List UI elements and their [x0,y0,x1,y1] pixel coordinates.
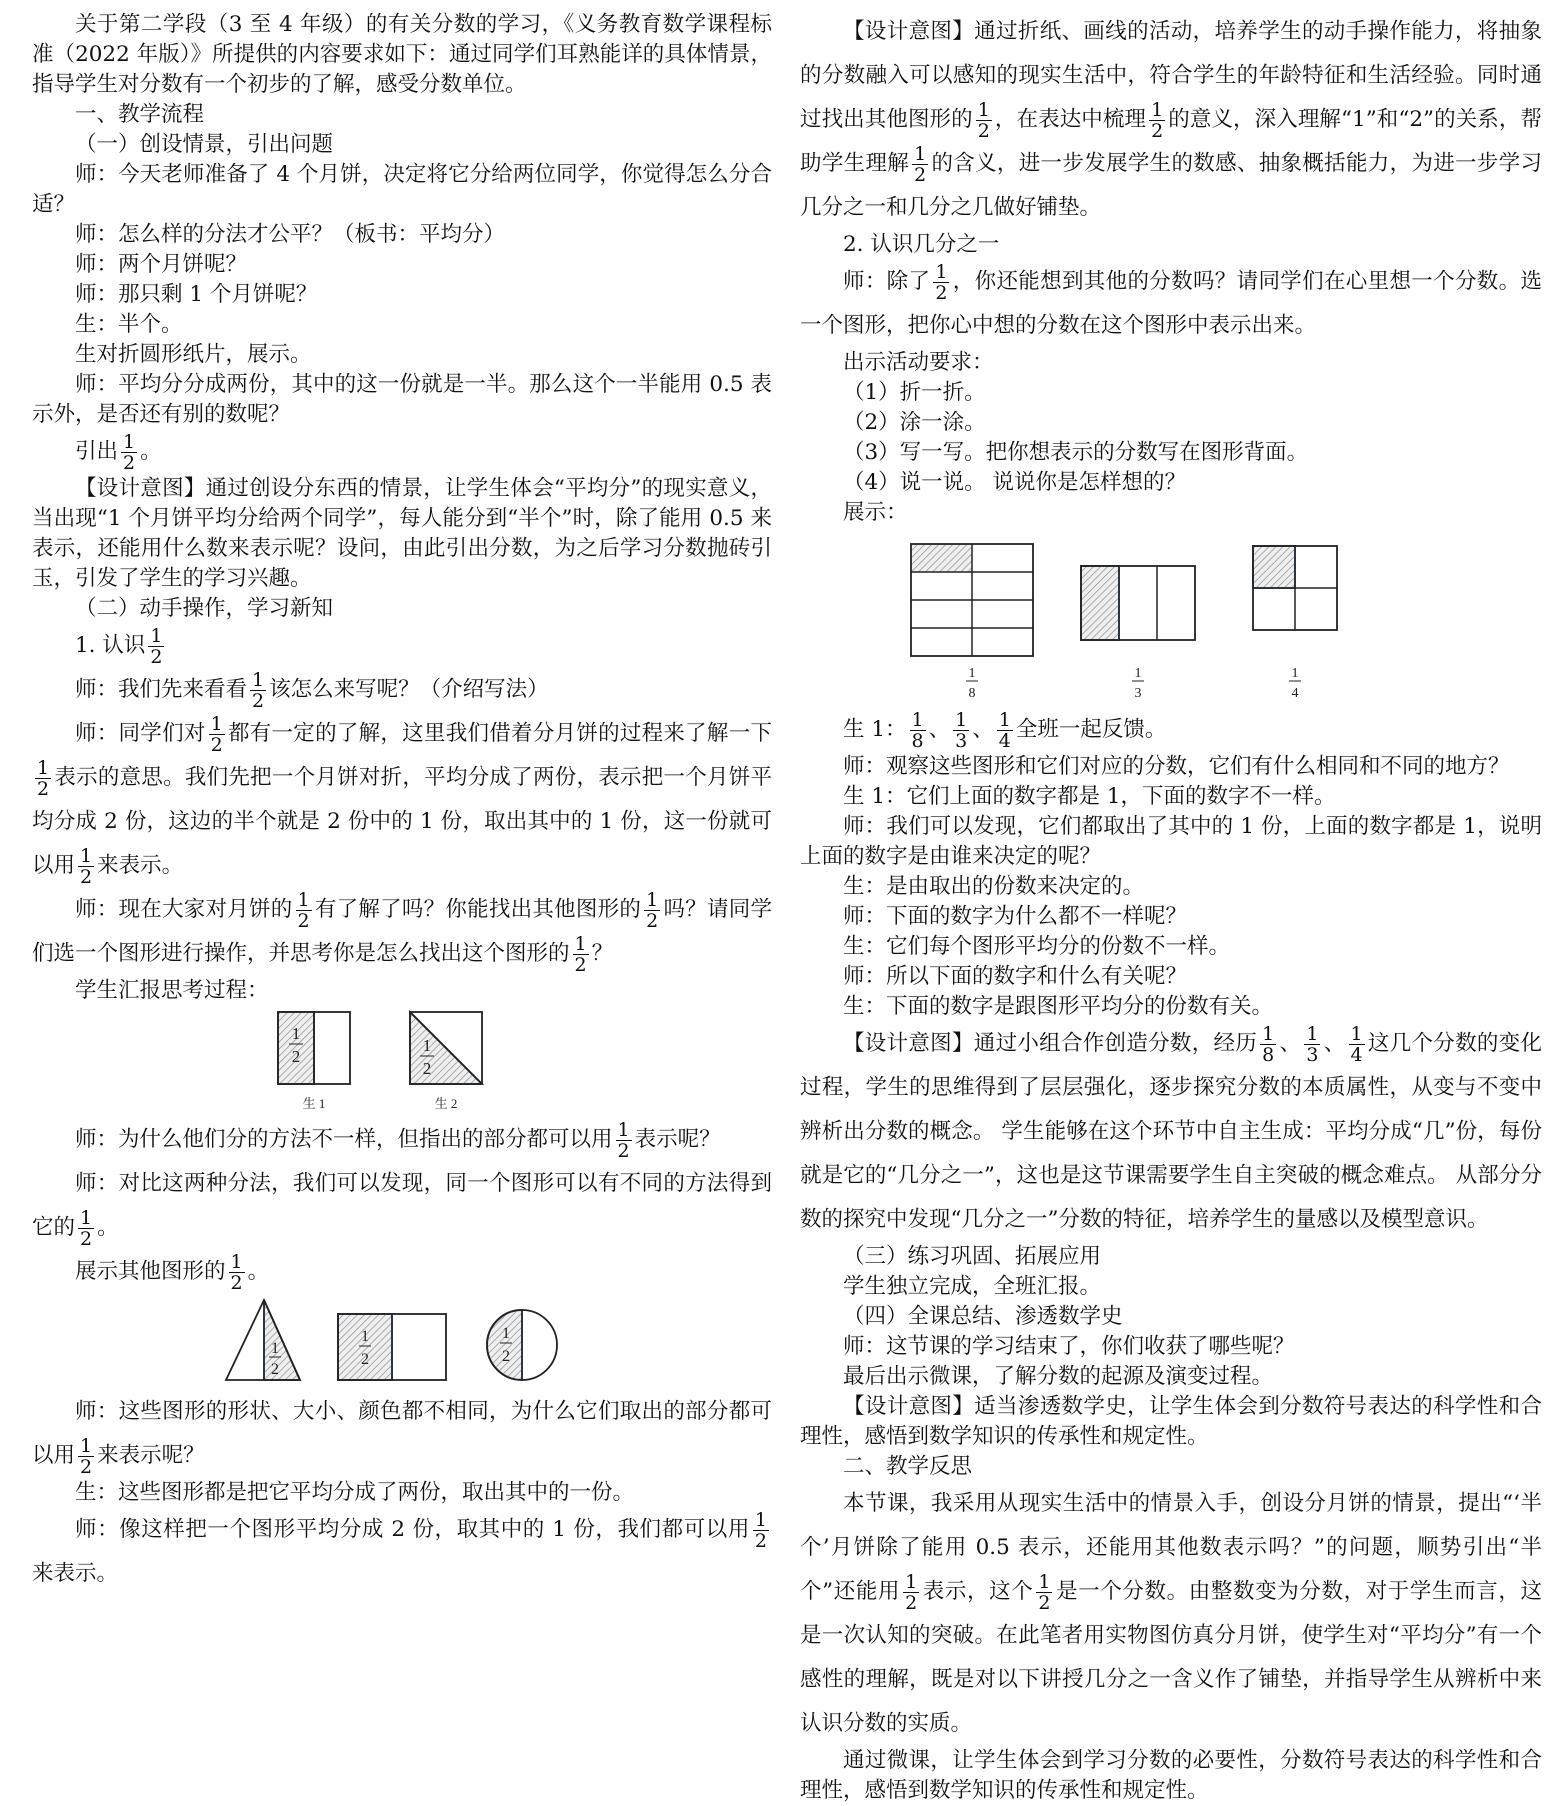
dialogue-line: 师：怎么样的分法才公平？（板书：平均分） [75,222,506,247]
circle-half [487,1310,557,1380]
dialogue-line: 师：那只剩 1 个月饼呢？ [75,282,318,307]
svg-text:2: 2 [502,1348,510,1365]
dialogue-line: 师：像这样把一个图形平均分成 2 份，取其中的 1 份，我们都可以用 $\frac{1}{2}$ 来表示。 [32,1508,767,1586]
fraction: $\frac{1}{2}$ [230,1250,243,1294]
dialogue-line: 师：两个月饼呢？ [75,252,248,277]
design-intent: 【设计意图】通过折纸、画线的活动，培养学生的动手操作能力，将抽象的分数融入可以感知的现实生活中，符合学生的年龄特征和生活经验。同时通过找出其他图形的 $\frac{1}{2}$ ，在表达中梳理 $\frac{1}{2}$ 的意义，深入理解“1”和“2”的关系，帮助学生理解 $\frac{1}{2}$ 的含义，进一步发展学生的数感、抽象概括能力，为进一步学习几分之一和几分之几做好铺垫。 [800,19,1542,220]
fraction: $\frac{1}{2}$ [297,888,310,932]
fraction: $\frac{1}{4}$ [998,708,1011,752]
svg-text:1: 1 [361,1328,369,1345]
subsection-heading: （三）练习巩固、拓展应用 [843,1244,1102,1269]
fraction-denominator: 2 [422,1059,432,1078]
dialogue-line: 生对折圆形纸片，展示。 [75,342,312,367]
dialogue-line: 生：下面的数字是跟图形平均分的份数有关。 [843,994,1274,1019]
activity-step: （4）说一说。 说说你是怎样想的？ [843,470,1187,495]
fraction: $\frac{1}{2}$ [935,260,948,304]
fraction: $\frac{1}{2}$ [914,142,927,186]
svg-text:2: 2 [271,1361,279,1378]
svg-text:1: 1 [968,666,976,681]
svg-text:3: 3 [1134,686,1142,701]
fraction: $\frac{1}{4}$ [1350,1022,1363,1066]
dialogue-line: 展示： [843,500,908,525]
half-shapes-figure [222,1294,582,1390]
dialogue-line: 师：观察这些图形和它们对应的分数，它们有什么相同和不同的地方？ [843,754,1510,779]
fraction: $\frac{1}{2}$ [617,1118,630,1162]
dialogue-line: 师：这些图形的形状、大小、颜色都不相同，为什么它们取出的部分都可以用 $\frac{1}{2}$ 来表示呢？ [32,1399,772,1478]
design-intent: 【设计意图】适当渗透数学史，让学生体会到分数符号表达的科学性和合理性，感悟到数学知识的传承性和规定性。 [800,1394,1542,1449]
fraction: $\frac{1}{2}$ [252,668,265,712]
fraction: $\frac{1}{2}$ [754,1508,767,1552]
dialogue-line: 师：现在大家对月饼的 $\frac{1}{2}$ 有了解了吗？你能找出其他图形的 $\frac{1}{2}$ 吗？请同学们选一个图形进行操作，并思考你是怎么找出这个图形的 $\frac{1}{2}$ ？ [32,888,772,976]
fraction: $\frac{1}{2}$ [123,430,136,474]
fraction-denominator: 2 [291,1047,301,1066]
dialogue-line: 展示其他图形的 $\frac{1}{2}$ 。 [75,1250,270,1294]
fraction: $\frac{1}{8}$ [911,708,924,752]
fraction: $\frac{1}{2}$ [210,712,223,756]
fraction: $\frac{1}{2}$ [150,624,163,668]
student1-rectangle [278,1012,350,1084]
fraction: $\frac{1}{2}$ [1038,1570,1051,1614]
design-intent: 【设计意图】通过创设分东西的情景，让学生体会“平均分”的现实意义，当出现“1 个月饼平均分给两个同学”，每人能分到“半个”时，除了能用 0.5 来表示，还能用什么数来表示呢？设问，由此引出分数，为之后学习分数抛砖引玉，引发了学生的学习兴趣。 [32,476,772,591]
dialogue-line: 师：我们可以发现，它们都取出了其中的 1 份，上面的数字都是 1，说明上面的数字是由谁来决定的呢？ [800,814,1542,869]
dialogue-line: 生：是由取出的份数来决定的。 [843,874,1145,899]
dialogue-line: 生：半个。 [75,312,183,337]
reflection-paragraph: 通过微课，让学生体会到学习分数的必要性，分数符号表达的科学性和合理性，感悟到数学知识的传承性和规定性。 [800,1748,1542,1803]
dialogue-line: 最后出示微课，了解分数的起源及演变过程。 [843,1364,1274,1389]
svg-text:1: 1 [271,1340,279,1357]
section-heading: 二、教学反思 [843,1454,973,1479]
fraction: $\frac{1}{2}$ [905,1570,918,1614]
point-heading: 1. 认识 $\frac{1}{2}$ [75,624,163,668]
section-heading: 一、教学流程 [75,102,205,127]
activity-step: （3）写一写。把你想表示的分数写在图形背面。 [843,440,1309,465]
svg-text:1: 1 [502,1325,510,1342]
dialogue-line: 师：为什么他们分的方法不一样，但指出的部分都可以用 $\frac{1}{2}$ 表示呢？ [75,1118,721,1162]
left-column [32,10,772,1596]
fraction: $\frac{1}{2}$ [1151,98,1164,142]
dialogue-line: 学生汇报思考过程： [75,978,269,1003]
svg-text:1: 1 [1134,666,1142,681]
rectangle-half [338,1314,446,1380]
dialogue-line: 引出 $\frac{1}{2}$ 。 [75,430,162,474]
fraction: $\frac{1}{2}$ [80,1434,93,1478]
fraction: $\frac{1}{2}$ [80,844,93,888]
figure-caption: 生 1 [302,1096,326,1111]
design-intent: 【设计意图】通过小组合作创造分数，经历 $\frac{1}{8}$ 、 $\frac{1}{3}$ 、 $\frac{1}{4}$ 这几个分数的变化过程，学生的思维得到了层层强化，逐步探究分数的本质属性，从变与不变中辨析出分数的概念。 学生能够在这个环节中自主生成：平均分成“几”份，每份就是它的“几分之一”，这也是这节课需要学生自主突破的概念难点。 从部分分数的探究中发现“几分之一”分数的特征，培养学生的量感以及模型意识。 [800,1022,1542,1232]
right-column [800,10,1542,1806]
dialogue-line: 师：这节课的学习结束了，你们收获了哪些呢？ [843,1334,1295,1359]
dialogue-line: 生 1： $\frac{1}{8}$ 、 $\frac{1}{3}$ 、 $\frac{1}{4}$ 全班一起反馈。 [843,708,1167,752]
dialogue-line: 出示活动要求： [843,350,994,375]
svg-text:4: 4 [1291,686,1299,701]
dialogue-line: 师：下面的数字为什么都不一样呢？ [843,904,1188,929]
subsection-heading: （四）全课总结、渗透数学史 [843,1304,1123,1329]
dialogue-line: 生：它们每个图形平均分的份数不一样。 [843,934,1231,959]
fraction: $\frac{1}{2}$ [574,932,587,976]
svg-text:8: 8 [968,686,976,701]
student-figures [272,1006,532,1118]
activity-step: （1）折一折。 [843,380,986,405]
fraction: $\frac{1}{2}$ [80,1206,93,1250]
dialogue-line: 师：除了 $\frac{1}{2}$ ，你还能想到其他的分数吗？请同学们在心里想一个分数。选一个图形，把你心中想的分数在这个图形中表示出来。 [800,260,1542,338]
svg-text:2: 2 [361,1351,369,1368]
dialogue-line: 学生独立完成，全班汇报。 [843,1274,1102,1299]
dialogue-line: 师：平均分分成两份，其中的这一份就是一半。那么这个一半能用 0.5 表示外，是否还有别的数呢？ [32,372,772,427]
subsection-heading: （二）动手操作，学习新知 [75,596,334,621]
fraction: $\frac{1}{2}$ [646,888,659,932]
dialogue-line: 师：我们先来看看 $\frac{1}{2}$ 该怎么来写呢？（介绍写法） [75,668,549,712]
fraction-numerator: 1 [291,1024,301,1043]
dialogue-line: 师：对比这两种分法，我们可以发现，同一个图形可以有不同的方法得到它的 $\frac{1}{2}$ 。 [32,1171,772,1250]
student2-square [410,1012,482,1084]
activity-step: （2）涂一涂。 [843,410,986,435]
intro-paragraph: 关于第二学段（3 至 4 年级）的有关分数的学习，《义务教育数学课程标准（2022 年版）》所提供的内容要求如下：通过同学们耳熟能详的具体情景，指导学生对分数有一个初步的了解，感受分数单位。 [32,12,772,97]
point-heading: 2. 认识几分之一 [843,232,1000,257]
dialogue-line: 师：所以下面的数字和什么有关呢？ [843,964,1188,989]
fraction-numerator: 1 [422,1036,432,1055]
dialogue-line: 生：这些图形都是把它平均分成了两份，取出其中的一份。 [75,1480,635,1505]
svg-text:1: 1 [1291,666,1299,681]
reflection-paragraph: 本节课，我采用从现实生活中的情景入手，创设分月饼的情景，提出“‘半个’月饼除了能用 0.5 表示，还能用其他数表示吗？”的问题，顺势引出“半个”还能用 $\frac{1}{2}$ 表示，这个 $\frac{1}{2}$ 是一个分数。由整数变为分数，对于学生而言，这是一次认知的突破。在此笔者用实物图仿真分月饼，使学生对“平均分”有一个感性的理解，既是对以下讲授几分之一含义作了铺垫，并指导学生从辨析中来认识分数的实质。 [800,1491,1542,1736]
third-rectangle [1081,566,1195,701]
figure-caption: 生 2 [434,1096,458,1111]
quarter-square [1253,546,1337,701]
dialogue-line: 师：今天老师准备了 4 个月饼，决定将它分给两位同学，你觉得怎么分合适？ [32,162,772,217]
dialogue-line: 生 1：它们上面的数字都是 1，下面的数字不一样。 [843,784,1336,809]
triangle-half [226,1300,300,1380]
subsection-heading: （一）创设情景，引出问题 [75,132,334,157]
eighth-rectangle [911,544,1033,701]
dialogue-line: 师：同学们对 $\frac{1}{2}$ 都有一定的了解，这里我们借着分月饼的过程来了解一下 $\frac{1}{2}$ 表示的意思。我们先把一个月饼对折，平均分成了两份，表示把一个月饼平均分成 2 份，这边的半个就是 2 份中的 1 份，取出其中的 1 份，这一份就可以用 $\frac{1}{2}$ 来表示。 [32,712,772,888]
fraction: $\frac{1}{2}$ [977,98,990,142]
fraction-shapes-figure [891,528,1451,708]
fraction: $\frac{1}{3}$ [955,708,968,752]
fraction: $\frac{1}{8}$ [1262,1022,1275,1066]
fraction: $\frac{1}{3}$ [1306,1022,1319,1066]
fraction: $\frac{1}{2}$ [37,756,50,800]
